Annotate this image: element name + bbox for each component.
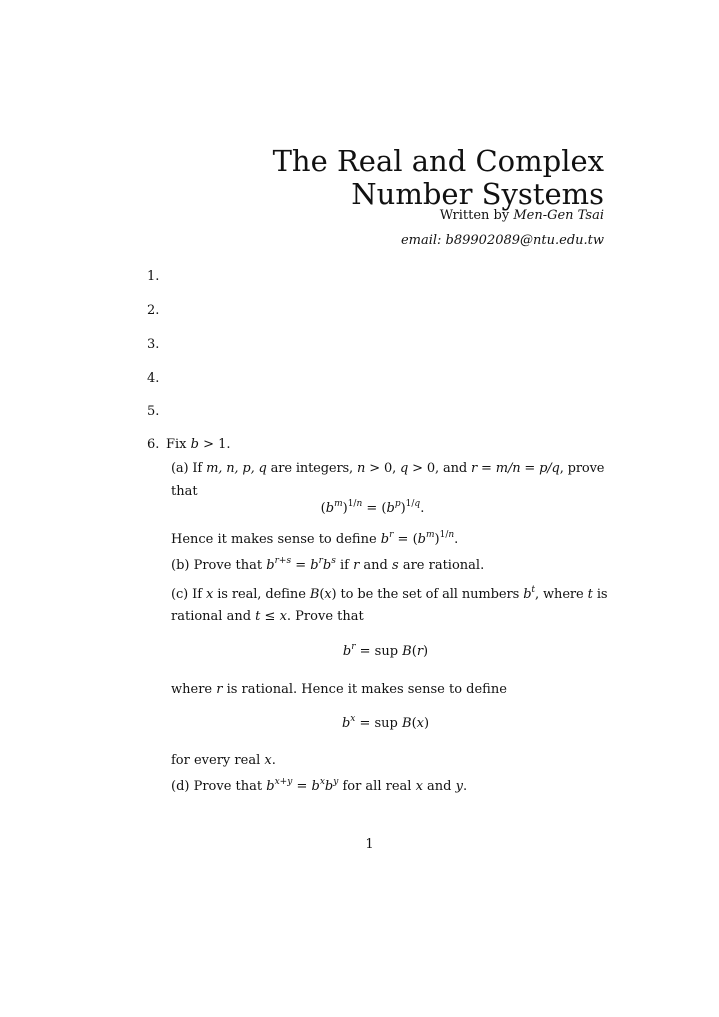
equation-a: $(b^m)^{1/n} = (b^p)^{1/q}$. (320, 499, 425, 516)
problem-number-3: 3. (147, 337, 160, 352)
problem6-part-c: (c) If x is real, define B(x) to be the set of all numbers $b^t$, where t is (171, 585, 608, 602)
problem6-part-d: (d) Prove that $b^{x+y} = b^xb^y$ for all real x and y. (171, 777, 468, 794)
problem-number-2: 2. (147, 303, 160, 318)
problem-number-5: 5. (147, 404, 160, 419)
problem6-intro: Fix b > 1. (166, 437, 231, 452)
problem-number-1: 1. (147, 269, 160, 284)
author-name: Men-Gen Tsai (513, 208, 604, 223)
equation-c2: $b^x$ = sup B(x) (341, 714, 430, 731)
problem6-part-a: (a) If m, n, p, q are integers, n > 0, q > 0, and r = m/n = p/q, prove (171, 461, 605, 476)
author-prefix: Written by (439, 208, 514, 223)
problem6-hence-a: Hence it makes sense to define $b^r = (b^m)^{1/n}$. (171, 530, 459, 547)
document-title: The Real and Complex Number Systems (272, 144, 604, 211)
problem6-part-b: (b) Prove that $b^{r+s} = b^rb^s$ if r and s are rational. (171, 556, 485, 573)
equation-c1: $b^r$ = sup B(r) (342, 642, 429, 659)
problem-number-4: 4. (147, 371, 160, 386)
author-email: email: b89902089@ntu.edu.tw (400, 233, 604, 248)
problem6-part-c-line3: where r is rational. Hence it makes sense to define (171, 682, 507, 697)
problem-number-6: 6. (147, 437, 160, 452)
page-number: 1 (365, 837, 374, 852)
author-line (440, 208, 604, 223)
problem6-part-c-line2: rational and t ≤ x. Prove that (171, 609, 364, 624)
problem6-part-a-line2: that (171, 484, 198, 499)
problem6-part-c-line4: for every real x. (171, 753, 276, 768)
